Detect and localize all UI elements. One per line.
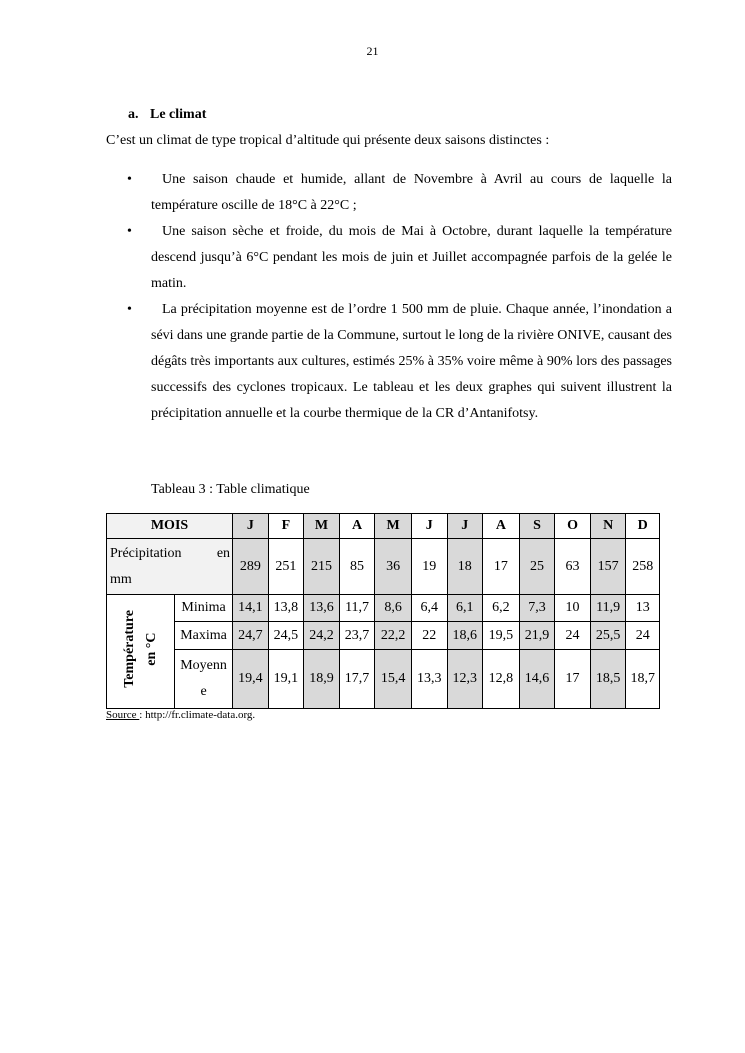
list-item [106,297,672,427]
minima-cell: 6,2 [483,595,520,622]
minima-cell: 10 [555,595,591,622]
climate-table [106,513,660,709]
bullet-icon: • [127,302,132,317]
moyenne-cell: 14,6 [519,650,555,709]
maxima-cell: 24,2 [304,622,340,650]
minima-cell: 13,6 [304,595,340,622]
precip-cell: 289 [233,539,269,595]
precip-cell: 25 [519,539,555,595]
month-header: D [626,514,660,539]
maxima-label: Maxima [175,622,233,650]
mois-header: MOIS [107,514,233,539]
moyenne-cell: 17 [555,650,591,709]
minima-cell: 13,8 [268,595,304,622]
month-header: F [268,514,304,539]
minima-cell: 7,3 [519,595,555,622]
precip-label-word: Précipitation [110,545,182,561]
maxima-cell: 21,9 [519,622,555,650]
precip-cell: 19 [411,539,447,595]
precip-cell: 251 [268,539,304,595]
bullet-icon: • [127,224,132,239]
table-row-months [107,514,660,539]
precip-cell: 157 [590,539,626,595]
section-title: Le climat [150,107,207,122]
minima-cell: 11,9 [590,595,626,622]
month-header: A [339,514,375,539]
maxima-cell: 24 [555,622,591,650]
bullet-icon: • [127,172,132,187]
minima-cell: 6,4 [411,595,447,622]
moyenne-cell: 12,3 [447,650,483,709]
list-item [106,219,672,297]
precip-cell: 36 [375,539,412,595]
month-header: S [519,514,555,539]
maxima-cell: 18,6 [447,622,483,650]
month-header: J [447,514,483,539]
month-header: A [483,514,520,539]
source-note [106,709,255,721]
precip-label-unit: mm [110,571,132,587]
precip-cell: 215 [304,539,340,595]
moyenne-cell: 19,4 [233,650,269,709]
precipitation-label [107,539,233,595]
minima-cell: 6,1 [447,595,483,622]
maxima-cell: 22,2 [375,622,412,650]
moyenne-label-b: e [200,684,207,699]
maxima-cell: 19,5 [483,622,520,650]
moyenne-cell: 17,7 [339,650,375,709]
moyenne-label [175,650,233,709]
intro-paragraph: C’est un climat de type tropical d’altitude qui présente deux saisons distinctes : [106,133,550,148]
moyenne-cell: 15,4 [375,650,412,709]
moyenne-cell: 18,5 [590,650,626,709]
table-caption: Tableau 3 : Table climatique [151,482,310,497]
maxima-cell: 25,5 [590,622,626,650]
precip-cell: 18 [447,539,483,595]
month-header: N [590,514,626,539]
moyenne-cell: 12,8 [483,650,520,709]
minima-cell: 11,7 [339,595,375,622]
moyenne-cell: 18,7 [626,650,660,709]
precip-cell: 63 [555,539,591,595]
month-header: M [304,514,340,539]
list-item [106,167,672,219]
maxima-cell: 24 [626,622,660,650]
bullet-text: La précipitation moyenne est de l’ordre 1 500 mm de pluie. Chaque année, l’inondation a sévi dans une grande partie de la Commune, surtout le long de la rivière ONIVE, causant des dégâts très importants aux cultures, estimés 25% à 35% voire même à 90% lors des passages successifs des cyclones tropicaux. Le tableau et les deux graphes qui suivent illustrent la précipitation annuelle et la courbe thermique de la CR d’Antanifotsy. [151,302,672,421]
moyenne-cell: 13,3 [411,650,447,709]
moyenne-cell: 18,9 [304,650,340,709]
moyenne-label-a: Moyenn [180,658,227,673]
page-number: 21 [366,44,379,58]
temp-label-line1: Température [121,610,137,688]
minima-label: Minima [175,595,233,622]
precip-label-en: en [216,545,231,561]
section-heading [128,107,206,123]
bullet-text: Une saison chaude et humide, allant de Novembre à Avril au cours de laquelle la température oscille de 18°C à 22°C ; [151,172,672,213]
maxima-cell: 24,7 [233,622,269,650]
minima-cell: 13 [626,595,660,622]
maxima-cell: 23,7 [339,622,375,650]
month-header: J [233,514,269,539]
source-label: Source [106,709,140,721]
table-row-maxima [107,622,660,650]
month-header: O [555,514,591,539]
month-header: M [375,514,412,539]
temperature-label [107,595,175,709]
source-link[interactable]: : http://fr.climate-data.org. [139,709,256,721]
maxima-cell: 24,5 [268,622,304,650]
precip-cell: 258 [626,539,660,595]
precip-cell: 17 [483,539,520,595]
precip-cell: 85 [339,539,375,595]
maxima-cell: 22 [411,622,447,650]
bullet-text: Une saison sèche et froide, du mois de Mai à Octobre, durant laquelle la température descend jusqu’à 6°C pendant les mois de juin et Juillet accompagnée parfois de la gelée le matin. [151,224,672,291]
moyenne-cell: 19,1 [268,650,304,709]
section-letter: a. [128,107,139,122]
table-row-minima [107,595,660,622]
month-header: J [411,514,447,539]
table-row-moyenne [107,650,660,709]
minima-cell: 8,6 [375,595,412,622]
minima-cell: 14,1 [233,595,269,622]
bullet-list [106,167,672,427]
temp-label-line2: en °C [143,632,159,666]
table-row-precipitation [107,539,660,595]
